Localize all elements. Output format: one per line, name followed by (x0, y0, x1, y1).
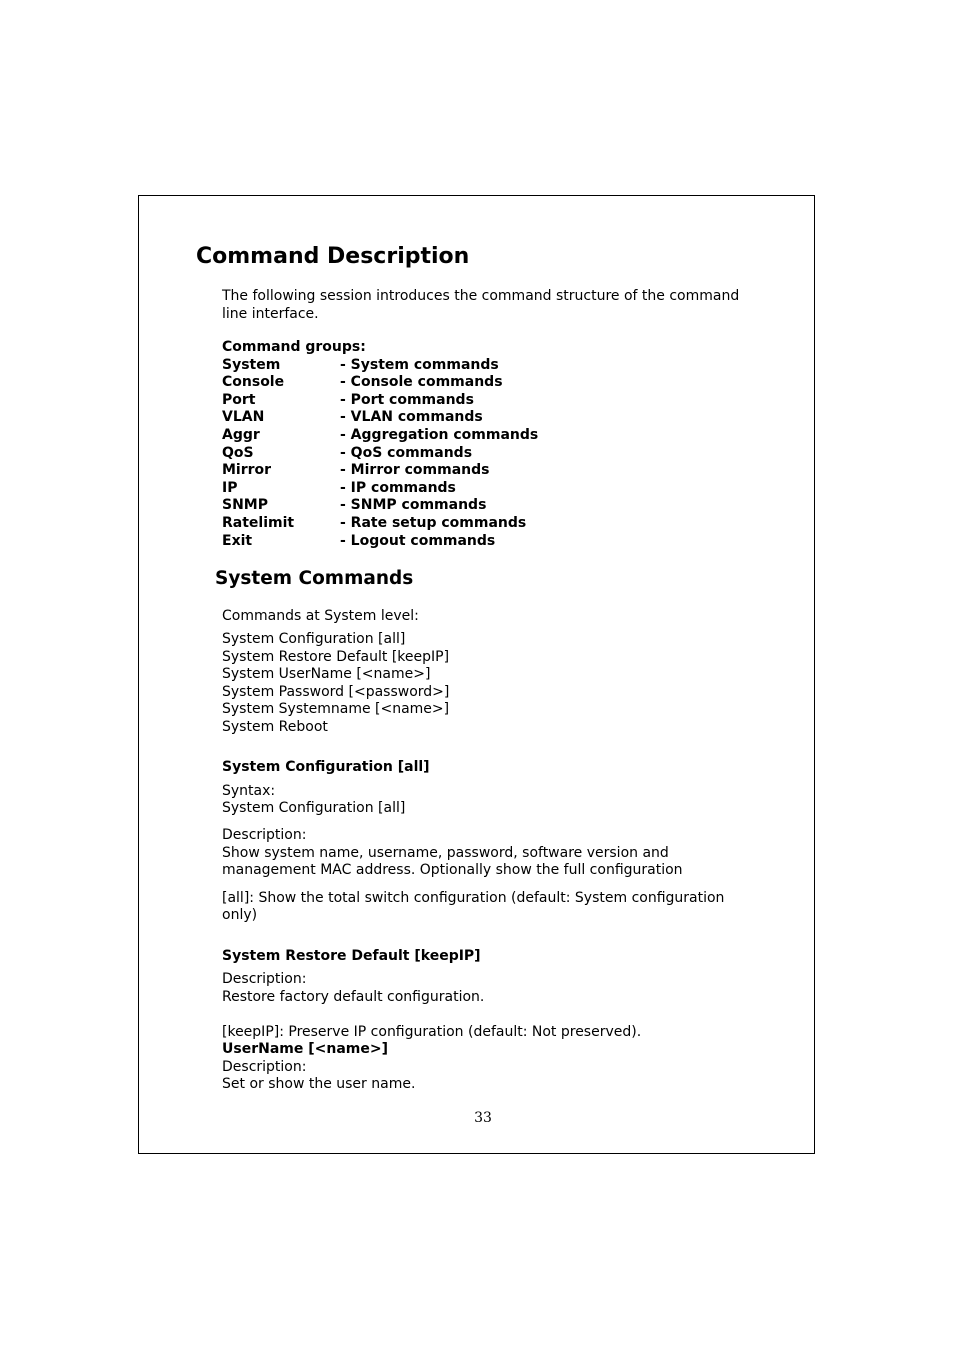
sys-config-syntax: System Configuration [all] (222, 800, 406, 816)
group-name: IP (222, 479, 238, 496)
command-groups-heading: Command groups: (222, 339, 366, 355)
group-name: QoS (222, 444, 254, 461)
sys-config-param-line-1: [all]: Show the total switch configuration (default: System configuration (222, 890, 725, 906)
group-desc: - Port commands (340, 391, 474, 408)
username-desc: Set or show the user name. (222, 1076, 416, 1092)
sys-config-desc-line-2: management MAC address. Optionally show the full configuration (222, 862, 683, 878)
group-desc: - Logout commands (340, 532, 496, 549)
group-row-ip (222, 480, 538, 498)
group-name: VLAN (222, 409, 265, 426)
list-item: System Configuration [all] (222, 631, 406, 647)
group-row-snmp (222, 497, 538, 515)
username-desc-label: Description: (222, 1059, 307, 1075)
sys-restore-desc: Restore factory default configuration. (222, 989, 485, 1005)
group-desc: - QoS commands (340, 444, 473, 461)
list-item: System Systemname [<name>] (222, 701, 450, 717)
group-name: Port (222, 391, 256, 408)
group-desc: - SNMP commands (340, 497, 487, 514)
group-name: Aggr (222, 426, 260, 443)
command-groups (222, 339, 538, 550)
group-desc: - System commands (340, 356, 499, 373)
sys-restore-param: [keepIP]: Preserve IP configuration (default: Not preserved). (222, 1024, 642, 1040)
group-row-ratelimit (222, 515, 538, 533)
group-row-vlan (222, 409, 538, 427)
sys-restore-heading: System Restore Default [keepIP] (222, 948, 481, 964)
group-row-system (222, 357, 538, 375)
sys-config-desc-line-1: Show system name, username, password, software version and (222, 845, 669, 861)
username-heading: UserName [<name>] (222, 1041, 388, 1057)
group-name: SNMP (222, 497, 268, 514)
group-name: System (222, 356, 281, 373)
sys-config-heading: System Configuration [all] (222, 759, 430, 775)
group-desc: - Mirror commands (340, 462, 490, 479)
system-commands-intro: Commands at System level: (222, 608, 419, 624)
group-desc: - VLAN commands (340, 409, 483, 426)
group-desc: - IP commands (340, 479, 456, 496)
list-item: System Password [<password>] (222, 683, 450, 700)
sys-config-syntax-label: Syntax: (222, 783, 276, 799)
page-number: 33 (474, 1110, 492, 1126)
group-row-aggr (222, 427, 538, 445)
sys-config-desc-label: Description: (222, 827, 307, 843)
group-row-mirror (222, 462, 538, 480)
sys-config-param-line-2: only) (222, 907, 258, 923)
group-row-console (222, 374, 538, 392)
system-commands-list (222, 631, 449, 736)
group-desc: - Rate setup commands (340, 514, 527, 531)
sys-restore-desc-label: Description: (222, 971, 307, 987)
group-name: Exit (222, 532, 253, 549)
intro-line-1: The following session introduces the command structure of the command (222, 288, 740, 304)
group-row-qos (222, 445, 538, 463)
system-commands-heading: System Commands (215, 568, 414, 589)
group-row-port (222, 392, 538, 410)
group-name: Console (222, 374, 285, 391)
group-desc: - Console commands (340, 374, 503, 391)
page-title: Command Description (196, 244, 470, 269)
group-name: Ratelimit (222, 514, 295, 531)
group-desc: - Aggregation commands (340, 426, 539, 443)
list-item: System Restore Default [keepIP] (222, 648, 450, 665)
group-name: Mirror (222, 462, 272, 479)
list-item: System Reboot (222, 718, 328, 735)
list-item: System UserName [<name>] (222, 666, 431, 682)
intro-line-2: line interface. (222, 306, 319, 322)
group-row-exit (222, 533, 538, 551)
